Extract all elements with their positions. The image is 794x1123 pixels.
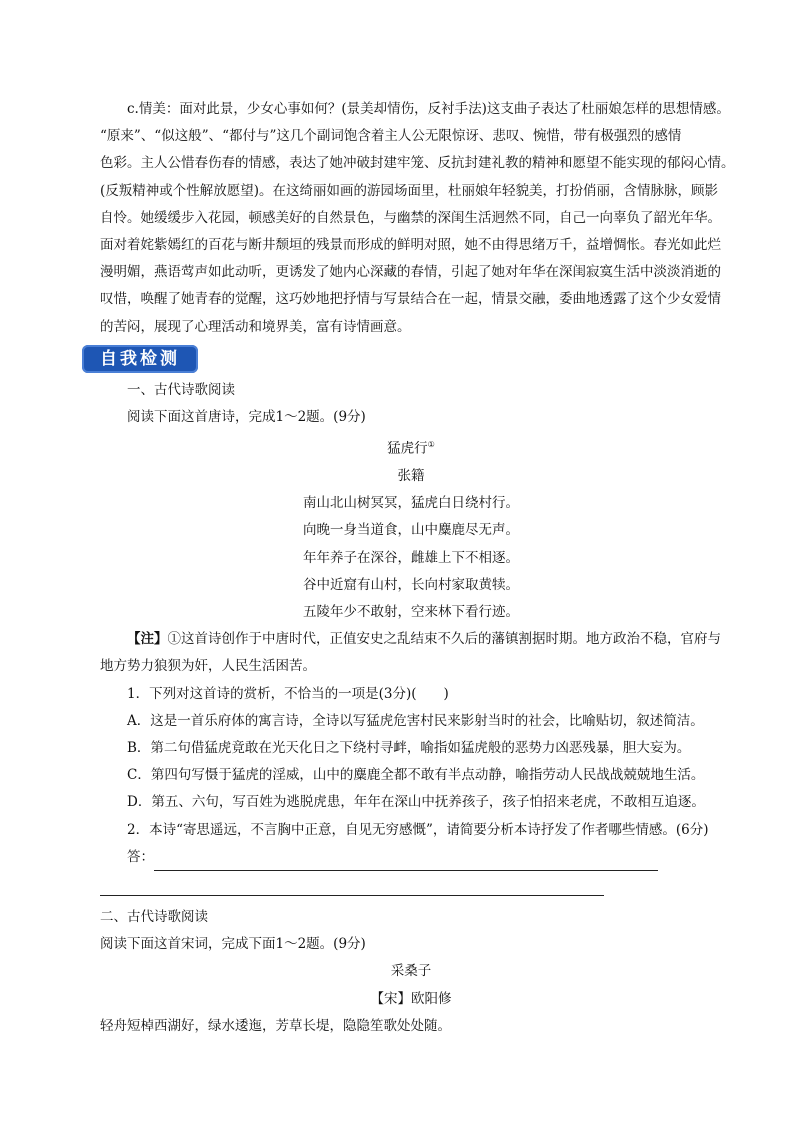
answer-row: [100, 844, 722, 871]
part2-heading: 二、古代诗歌阅读: [100, 908, 208, 925]
poem2-title: 采桑子: [390, 963, 432, 980]
poem-note: [100, 626, 722, 653]
poem-title-note-marker: ①: [427, 440, 435, 450]
poem-title: [100, 431, 722, 463]
answer-blank-line[interactable]: [100, 877, 604, 896]
note-label: 【注】: [127, 631, 168, 648]
answer-label: 答：: [127, 848, 154, 865]
option-c: C．第四句写慑于猛虎的淫威，山中的麋鹿全都不敢有半点动静，喻指劳动人民战战兢兢地生活。: [127, 767, 705, 784]
intro-line: 面对着姹紫嫣红的百花与断井颓垣的残景而形成的鲜明对照，她不由得思绪万千，益增惆怅。春光如此烂: [100, 237, 721, 254]
intro-line: 自怜。她缓缓步入花园，顿感美好的自然景色，与幽禁的深闺生活迥然不同，自己一向辜负了韶光年华。: [100, 209, 721, 226]
poem2-author: 【宋】欧阳修: [370, 990, 452, 1007]
poem-line: 年年养子在深谷，雌雄上下不相逐。: [303, 549, 519, 566]
intro-line: 的苦闷，展现了心理活动和境界美，富有诗情画意。: [100, 318, 411, 335]
question-2: 2．本诗“寄思遥远，不言胸中正意，自见无穷感慨”，请简要分析本诗抒发了作者哪些情感。(6分): [127, 821, 709, 838]
part2-instruction: 阅读下面这首宋词，完成下面1～2题。(9分): [100, 936, 366, 953]
section-header-self-check: 自我检测: [82, 345, 198, 373]
intro-line: “原来”、“似这般”、“都付与”这几个副词饱含着主人公无限惊讶、悲叹、惋惜，带有极强烈的感情: [100, 128, 682, 145]
poem-line: 向晚一身当道食，山中麋鹿尽无声。: [303, 522, 519, 539]
poem-line: 南山北山树冥冥，猛虎白日绕村行。: [303, 495, 519, 512]
poem-author: 张籍: [397, 467, 425, 484]
part1-instruction: 阅读下面这首唐诗，完成1～2题。(9分): [127, 409, 366, 426]
poem2-first-line: 轻舟短棹西湖好，绿水逶迤，芳草长堤，隐隐笙歌处处随。: [100, 1017, 451, 1034]
option-a: A．这是一首乐府体的寓言诗，全诗以写猛虎危害村民来影射当时的社会，比喻贴切，叙述简洁。: [127, 712, 704, 729]
answer-input-line[interactable]: [154, 852, 658, 871]
intro-paragraph: [100, 96, 735, 341]
poem-title-text: 猛虎行: [387, 440, 428, 457]
intro-line: 色彩。主人公惜春伤春的情感，表达了她冲破封建牢笼、反抗封建礼教的精神和愿望不能实现的郁闷心情。: [100, 155, 735, 172]
note-text: ①这首诗创作于中唐时代，正值安史之乱结束不久后的藩镇割据时期。地方政治不稳，官府与: [167, 631, 721, 648]
option-b: B．第二句借猛虎竟敢在光天化日之下绕村寻衅，喻指如猛虎般的恶势力凶恶残暴，胆大妄为。: [127, 739, 691, 756]
poem-line: 五陵年少不敢射，空来林下看行迹。: [303, 603, 519, 620]
question-1: 1．下列对这首诗的赏析，不恰当的一项是(3分)( ): [127, 685, 449, 702]
poem-line: 谷中近窟有山村，长向村家取黄犊。: [303, 576, 519, 593]
part1-heading: 一、古代诗歌阅读: [127, 381, 235, 398]
option-d: D．第五、六句，写百姓为逃脱虎患，年年在深山中抚养孩子，孩子怕招来老虎，不敢相互追逐。: [127, 794, 705, 811]
intro-line: c.情美：面对此景，少女心事如何？(景美却情伤，反衬手法)这支曲子表达了杜丽娘怎样的思想情感。: [127, 101, 730, 117]
intro-line: 漫明媚，燕语莺声如此动听，更诱发了她内心深藏的春情，引起了她对年华在深闺寂寞生活中淡淡消逝的: [100, 264, 721, 281]
poem-note-continued: 地方势力狼狈为奸，人民生活困苦。: [100, 658, 316, 675]
content-area: [100, 96, 735, 1040]
intro-line: 叹惜，唤醒了她青春的觉醒，这巧妙地把抒情与写景结合在一起，情景交融，委曲地透露了这个少女爱情: [100, 291, 721, 308]
intro-line: (反叛精神或个性解放愿望)。在这绮丽如画的游园场面里，杜丽娘年轻貌美，打扮俏丽，含情脉脉，顾影: [100, 182, 719, 199]
